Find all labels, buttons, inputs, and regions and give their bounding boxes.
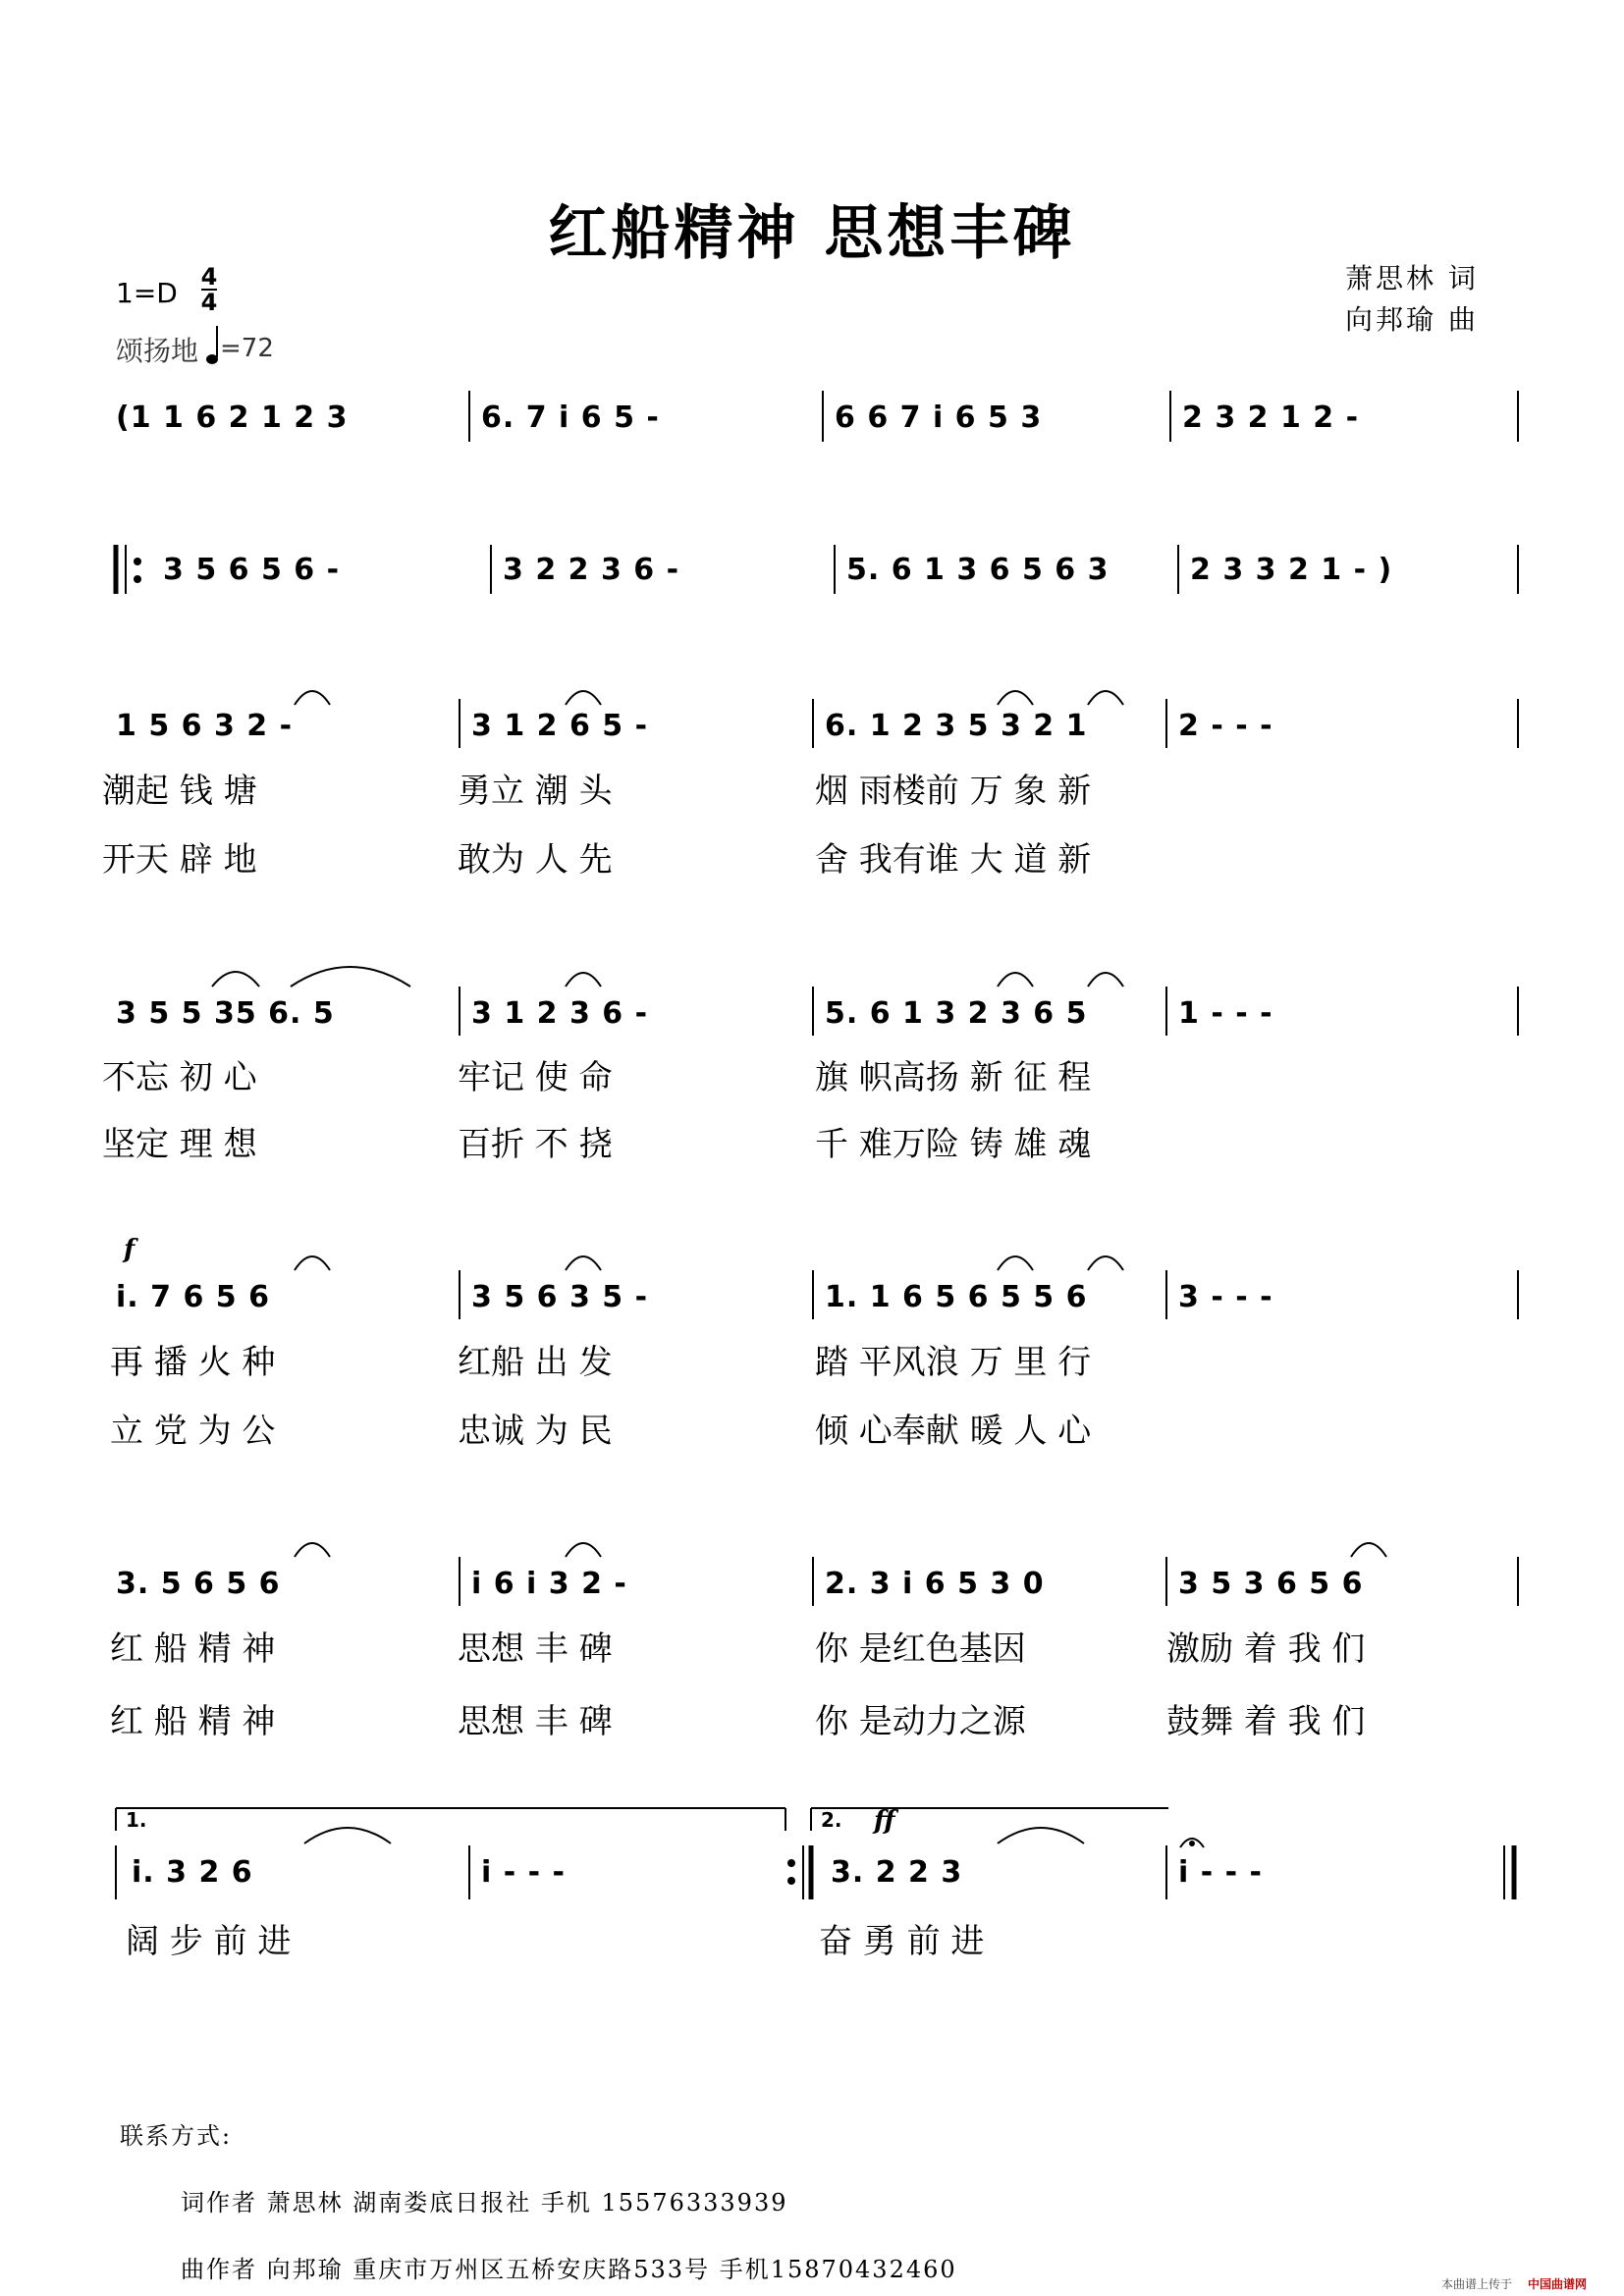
system-2-measure-1: 3 5 6 5 6 -	[163, 553, 341, 587]
system-5-lyric-1-m1: 再 播 火 种	[110, 1343, 276, 1382]
system-4-measure-1: 3 5 5 35 6. 5	[116, 996, 335, 1031]
upload-note: 本曲谱上传于	[1441, 2277, 1513, 2291]
system-6-lyric-1-m4: 激励 着 我 们	[1166, 1629, 1366, 1669]
system-3-measure-3: 6. 1 2 3 5 3 2 1	[825, 709, 1088, 743]
tempo-marking: 颂扬地	[116, 335, 199, 367]
dynamic-forte: f	[124, 1235, 135, 1264]
system-7-lyric-m3: 奋 勇 前 进	[819, 1922, 985, 1961]
system-4-lyric-2-m1: 坚定 理 想	[102, 1125, 257, 1164]
system-4-measure-2: 3 1 2 3 6 -	[471, 996, 649, 1031]
system-6-measure-3: 2. 3 i 6 5 3 0	[825, 1567, 1045, 1601]
system-6-measure-4: 3 5 3 6 5 6	[1178, 1567, 1364, 1601]
system-5-measure-4: 3 - - -	[1178, 1280, 1273, 1314]
system-5-lyric-2-m3: 倾 心奉献 暖 人 心	[815, 1412, 1092, 1451]
contact-heading: 联系方式:	[120, 2122, 233, 2150]
system-5-lyric-1-m3: 踏 平风浪 万 里 行	[815, 1343, 1092, 1382]
system-3-measure-4: 2 - - -	[1178, 709, 1273, 743]
system-4-lyric-2-m2: 百折 不 挠	[458, 1125, 613, 1164]
system-1-measure-2: 6. 7 i 6 5 -	[481, 400, 660, 435]
contact-lyricist: 词作者 萧思林 湖南娄底日报社 手机 15576333939	[181, 2189, 788, 2216]
lyricist-credit: 萧思林 词	[1345, 262, 1479, 294]
composer-credit: 向邦瑜 曲	[1345, 303, 1479, 336]
system-5-lyric-1-m2: 红船 出 发	[458, 1343, 613, 1382]
contact-composer: 曲作者 向邦瑜 重庆市万州区五桥安庆路533号 手机15870432460	[181, 2256, 957, 2283]
system-2-measure-3: 5. 6 1 3 6 5 6 3	[846, 553, 1110, 587]
tempo-bpm: =72	[220, 334, 274, 363]
system-2-measure-2: 3 2 2 3 6 -	[503, 553, 680, 587]
system-6-lyric-2-m3: 你 是动力之源	[815, 1702, 1026, 1741]
system-1-measure-4: 2 3 2 1 2 -	[1182, 400, 1360, 435]
system-4-lyric-1-m3: 旗 帜高扬 新 征 程	[815, 1058, 1092, 1097]
system-5-lyric-2-m1: 立 党 为 公	[110, 1412, 276, 1451]
system-4-measure-4: 1 - - -	[1178, 996, 1273, 1031]
system-3-lyric-1-m1: 潮起 钱 塘	[102, 772, 257, 811]
key-signature: 1=D	[116, 277, 178, 309]
system-6-lyric-2-m1: 红 船 精 神	[110, 1702, 276, 1741]
system-6-lyric-1-m1: 红 船 精 神	[110, 1629, 276, 1669]
system-6-measure-2: i 6 i 3 2 -	[471, 1567, 627, 1601]
system-5-measure-1: i. 7 6 5 6	[116, 1280, 270, 1314]
volta-second-ending: 2.	[821, 1808, 842, 1832]
system-4-lyric-1-m2: 牢记 使 命	[458, 1058, 613, 1097]
system-3-lyric-2-m3: 舍 我有谁 大 道 新	[815, 840, 1092, 880]
system-3-measure-1: 1 5 6 3 2 -	[116, 709, 294, 743]
quarter-note-icon	[206, 324, 220, 371]
system-3-lyric-1-m2: 勇立 潮 头	[458, 772, 613, 811]
system-1-measure-3: 6 6 7 i 6 5 3	[835, 400, 1043, 435]
system-6-measure-1: 3. 5 6 5 6	[116, 1567, 281, 1601]
system-3-lyric-2-m1: 开天 辟 地	[102, 840, 257, 880]
volta-first-ending: 1.	[126, 1808, 147, 1832]
system-7-measure-2: i - - -	[481, 1855, 566, 1890]
system-3-measure-2: 3 1 2 6 5 -	[471, 709, 649, 743]
time-signature-top: 4	[200, 263, 218, 291]
dynamic-fortissimo: ff	[874, 1806, 895, 1836]
system-6-lyric-1-m3: 你 是红色基因	[815, 1629, 1026, 1669]
system-3-lyric-2-m2: 敢为 人 先	[458, 840, 613, 880]
system-7-measure-4: i - - -	[1178, 1855, 1263, 1890]
system-6-lyric-2-m4: 鼓舞 着 我 们	[1166, 1702, 1366, 1741]
system-3-lyric-1-m3: 烟 雨楼前 万 象 新	[815, 772, 1092, 811]
system-5-measure-2: 3 5 6 3 5 -	[471, 1280, 649, 1314]
song-title: 红船精神 思想丰碑	[548, 199, 1076, 268]
system-2-measure-4: 2 3 3 2 1 - )	[1190, 553, 1393, 587]
system-6-lyric-1-m2: 思想 丰 碑	[458, 1629, 613, 1669]
time-signature	[199, 265, 219, 314]
system-4-measure-3: 5. 6 1 3 2 3 6 5	[825, 996, 1088, 1031]
system-7-measure-3: 3. 2 2 3	[831, 1855, 963, 1890]
system-4-lyric-1-m1: 不忘 初 心	[102, 1058, 257, 1097]
system-5-measure-3: 1. 1 6 5 6 5 5 6	[825, 1280, 1088, 1314]
time-signature-bottom: 4	[200, 289, 218, 316]
system-7-lyric-m1: 阔 步 前 进	[126, 1922, 292, 1961]
system-4-lyric-2-m3: 千 难万险 铸 雄 魂	[815, 1125, 1092, 1164]
system-6-lyric-2-m2: 思想 丰 碑	[458, 1702, 613, 1741]
site-logo: 中国曲谱网	[1528, 2277, 1588, 2291]
system-7-measure-1: i. 3 2 6	[132, 1855, 253, 1890]
system-1-measure-1: (1 1 6 2 1 2 3	[116, 400, 349, 435]
system-5-lyric-2-m2: 忠诚 为 民	[458, 1412, 613, 1451]
